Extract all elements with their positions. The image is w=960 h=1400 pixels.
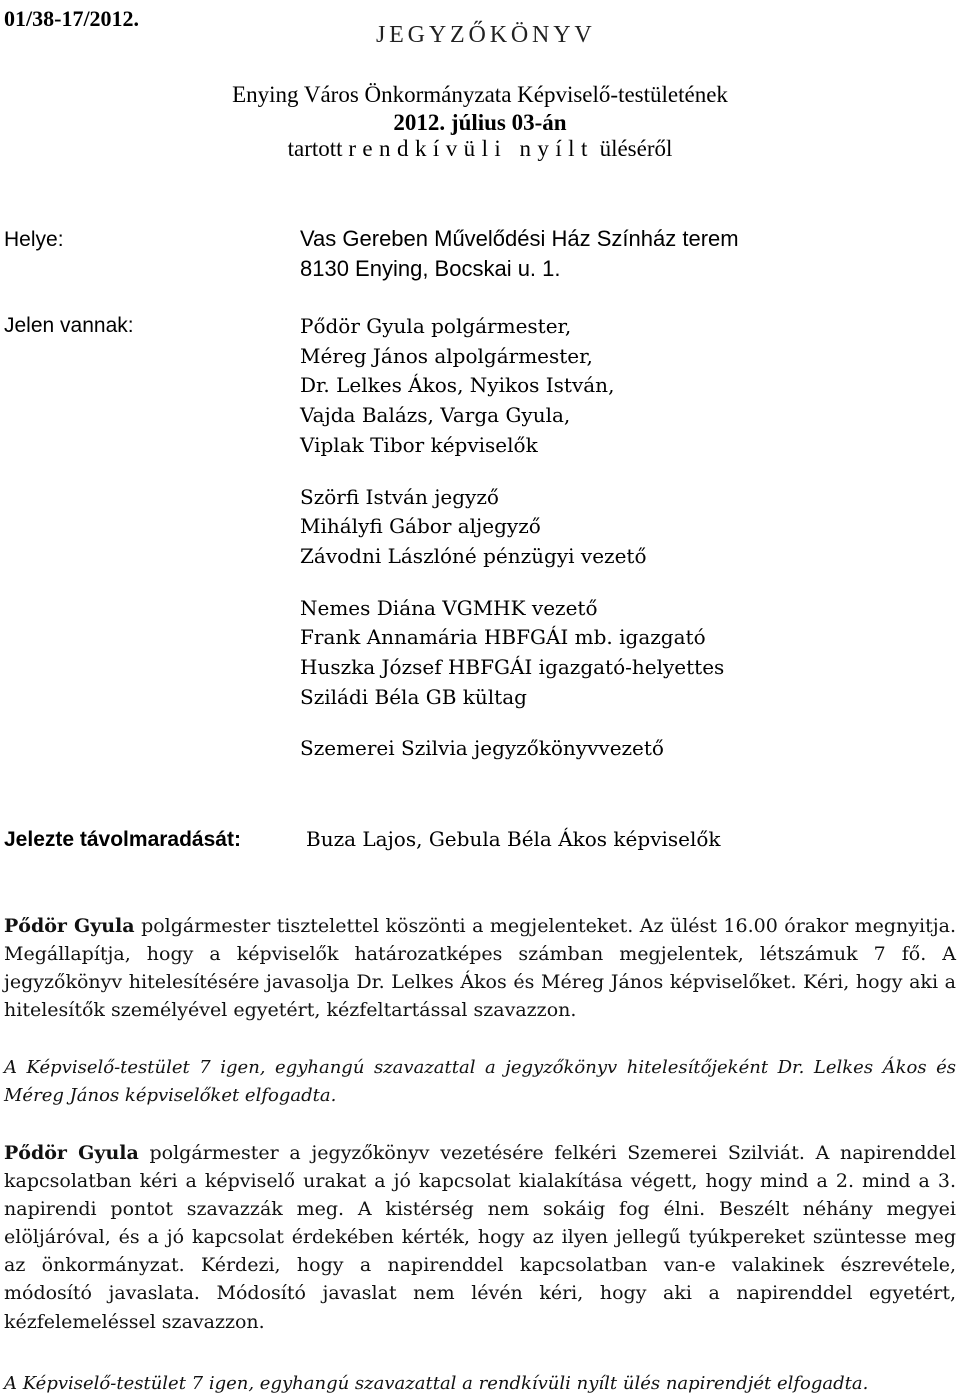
attendee: Sziládi Béla GB kültag (300, 684, 527, 709)
document-title: JEGYZŐKÖNYV (376, 22, 596, 48)
attendee: Szemerei Szilvia jegyzőkönyvvezető (300, 736, 664, 761)
location-venue: Vas Gereben Művelődési Ház Színház terem (300, 226, 739, 251)
location-label: Helye: (4, 228, 64, 251)
location-address: 8130 Enying, Bocskai u. 1. (300, 256, 561, 281)
attendee: Méreg János alpolgármester, (300, 343, 593, 368)
present-label: Jelen vannak: (4, 314, 134, 337)
meeting-type-line (0, 136, 960, 162)
absent-label: Jelezte távolmaradását: (4, 828, 241, 851)
attendee: Vajda Balázs, Varga Gyula, (300, 403, 571, 428)
attendee: Szörfi István jegyző (300, 484, 499, 509)
speaker-name: Pődör Gyula (4, 915, 135, 937)
attendee: Pődör Gyula polgármester, (300, 314, 572, 338)
present-list (300, 312, 724, 764)
attendee: Závodni Lászlóné pénzügyi vezető (300, 543, 647, 568)
attendee: Dr. Lelkes Ákos, Nyikos István, (300, 373, 615, 398)
attendee: Mihályfi Gábor aljegyző (300, 514, 541, 539)
resolution-authenticators: A Képviselő-testület 7 igen, egyhangú szavazattal a jegyzőkönyv hitelesítőjeként Dr. Lelkes Ákos és Méreg János képviselőket elfogadta. (4, 1057, 956, 1107)
paragraph-opening (4, 912, 956, 1024)
document-number: 01/38-17/2012. (4, 6, 140, 31)
speaker-name: Pődör Gyula (4, 1142, 139, 1164)
paragraph-agenda (4, 1139, 956, 1336)
resolution-agenda: A Képviselő-testület 7 igen, egyhangú szavazattal a rendkívüli nyílt ülés napirendjét elfogadta. (4, 1373, 869, 1394)
held-suffix: üléséről (593, 136, 673, 161)
absent-members: Buza Lajos, Gebula Béla Ákos képviselők (306, 827, 721, 851)
held-prefix: tartott (287, 136, 349, 161)
body-name-line: Enying Város Önkormányzata Képviselő-testületének (232, 82, 728, 107)
attendee: Nemes Diána VGMHK vezető (300, 595, 598, 620)
meeting-type: rendkívüli nyílt (348, 136, 594, 161)
attendee: Viplak Tibor képviselők (300, 432, 538, 457)
meeting-date: 2012. július 03-án (393, 110, 567, 135)
attendee: Frank Annamária HBFGÁI mb. igazgató (300, 625, 706, 650)
paragraph-text: polgármester tisztelettel köszönti a megjelenteket. Az ülést 16.00 órakor megnyitja. Megállapítja, hogy a képviselők határozatképes számban megjelentek, létszámuk 7 fő. A jegyzőkönyv hitelesítésére javasolja Dr. Lelkes Ákos és Méreg János képviselőket. Kéri, hogy aki a hitelesítők személyével egyetért, kézfeltartással szavazzon. (4, 915, 956, 1022)
paragraph-text: polgármester a jegyzőkönyv vezetésére felkéri Szemerei Szilviát. A napirenddel kapcsolatban kéri a képviselő urakat a jó kapcsolat kialakítása végett, hogy mind a 2. mind a 3. napirendi pontot szavazzák meg. A kistérség nem sokáig fog élni. Beszélt néhány megyei elöljáróval, és a jó kapcsolat érdekében kérték, hogy az ilyen jellegű tyúkpereket szüntesse meg az önkormányzat. Kérdezi, hogy a napirenddel kapcsolatban van-e valakinek észrevétele, módosító javaslata. Módosító javaslat nem lévén kéri, hogy aki a napirenddel egyetért, kézfelemeléssel szavazzon. (4, 1142, 956, 1333)
attendee: Huszka József HBFGÁI igazgató-helyettes (300, 655, 725, 680)
